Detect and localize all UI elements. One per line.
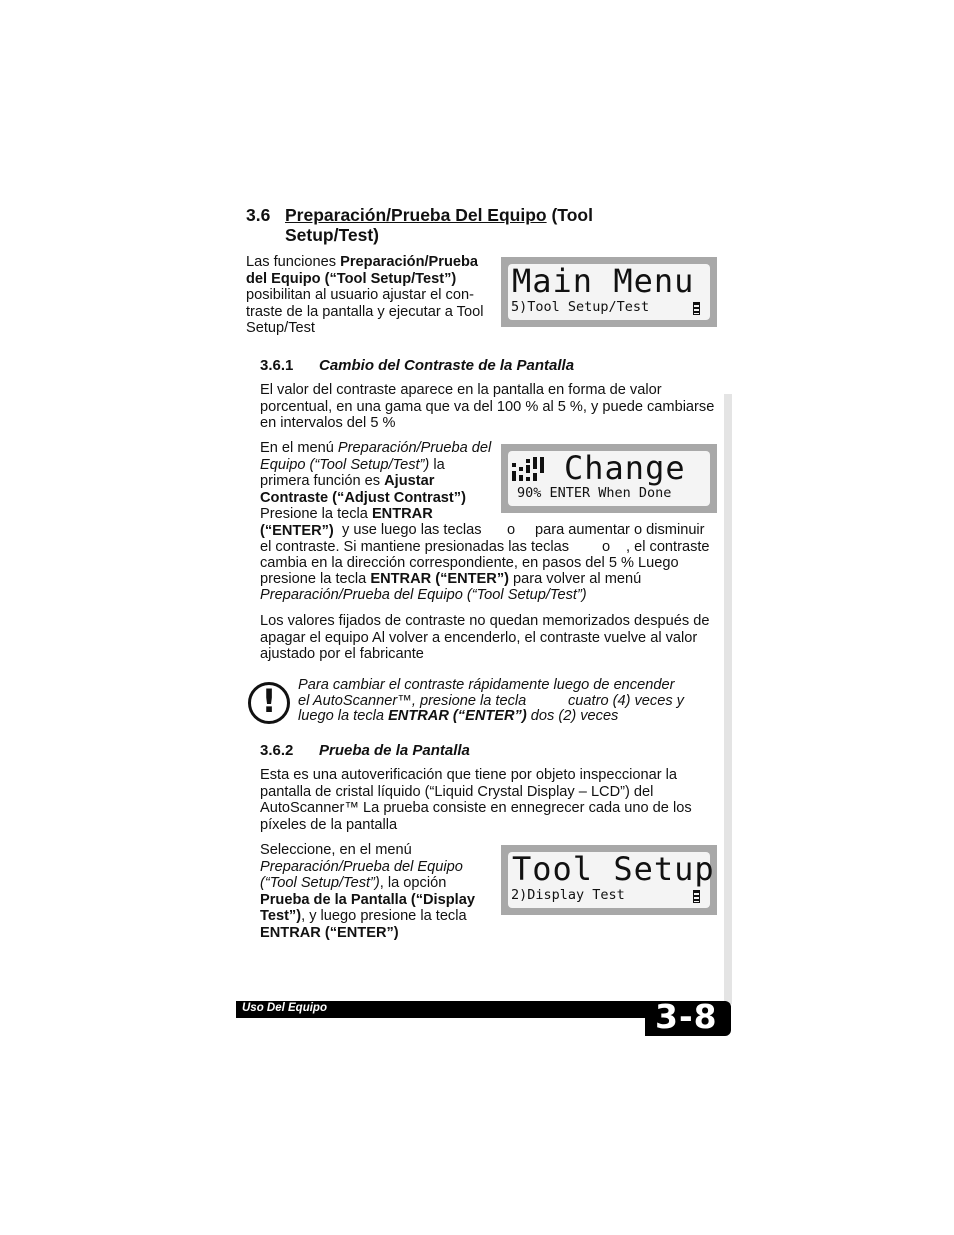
- p2-text-5: o: [507, 522, 516, 538]
- lcd-main-menu: [501, 257, 717, 327]
- paragraph-select-display-test: [260, 842, 492, 942]
- note-line-3: [298, 709, 718, 725]
- p2-line-menu: [260, 587, 587, 604]
- footer-label: Uso Del Equipo: [242, 1002, 327, 1014]
- subsection-number: 3.6.1: [260, 357, 294, 374]
- section-title-rest: (Tool: [546, 205, 593, 225]
- p2-text-8: o: [602, 539, 611, 555]
- p2-line-hold: [260, 539, 720, 556]
- lcd-main-menu-title: Main Menu: [512, 262, 695, 300]
- scroll-indicator-icon: [693, 302, 700, 315]
- intro-text-2: posibilitan al usuario ajustar el con-traste de la pantalla y ejecutar a Tool Setup/Test: [246, 287, 484, 337]
- p2-line-direction: cambia en la dirección correspondiente, en pasos del 5 % Luego: [260, 555, 679, 571]
- paragraph-display-test: Esta es una autoverificación que tiene por objeto inspeccionar la pantalla de cristal líquido (“Liquid Crystal Display – LCD”) del AutoScanner™ La prueba consiste en ennegrecer cada uno de los píxeles de la pantalla: [260, 767, 692, 833]
- note-line-2b: cuatro (4) veces y: [568, 692, 684, 709]
- paragraph-contrast-reset: Los valores fijados de contraste no quedan memorizados después de apagar el equipo Al volver a encenderlo, el contraste vuelve al valor ajustado por el fabricante: [260, 613, 710, 663]
- p2-bold-3: ENTRAR (“ENTER”): [370, 571, 509, 587]
- p2-line-keys: [342, 522, 705, 539]
- note-line-3b: ENTRAR (“ENTER”): [388, 708, 527, 725]
- p5-bold-1: Prueba de la Pantalla (“Display Test”): [260, 891, 475, 925]
- note-line-1: Para cambiar el contraste rápidamente luego de encender: [298, 677, 675, 693]
- lcd-change-line: 90% ENTER When Done: [517, 485, 672, 501]
- lcd-main-menu-line: 5)Tool Setup/Test: [511, 299, 650, 315]
- p5-text-3: , y luego presione la tecla: [301, 908, 467, 925]
- contrast-icon: [512, 457, 552, 483]
- p2-italic-2: Preparación/Prueba del Equipo (“Tool Setup/Test”): [260, 587, 587, 603]
- subsection-title: Cambio del Contraste de la Pantalla: [319, 357, 575, 374]
- section-title: [285, 205, 705, 245]
- note-line-2a: el AutoScanner™, presione la tecla: [298, 692, 527, 709]
- p2-text-4: y use luego las teclas: [342, 522, 482, 538]
- p5-text-1: Seleccione, en el menú: [260, 842, 412, 858]
- lcd-change-title: Change: [564, 449, 686, 487]
- note-line-3c: dos (2) veces: [526, 708, 619, 725]
- paragraph-contrast-range: El valor del contraste aparece en la pantalla en forma de valor porcentual, en una gama que va del 100 % al 5 %, y puede cambiarse en intervalos del 5 %: [260, 382, 715, 432]
- p2-text-11: presione la tecla: [260, 571, 371, 587]
- subsection-heading-362: [260, 742, 470, 759]
- p2-italic-1: Preparación/Prueba del Equipo (“Tool Setup/Test”): [260, 440, 492, 473]
- lcd-change-contrast: [501, 444, 717, 513]
- margin-bar: [724, 394, 732, 1004]
- warning-icon-mark: !: [261, 682, 277, 720]
- subsection-heading-361: [260, 357, 575, 374]
- intro-bold-1: Preparación/Prueba del Equipo (“Tool Setup/Test”): [246, 254, 479, 287]
- p2-text-2: la primera función es: [260, 456, 445, 490]
- note-line-2: [298, 694, 718, 710]
- subsection-title-2: Prueba de la Pantalla: [319, 742, 470, 759]
- page-number: 3-8: [655, 997, 718, 1036]
- p2-text-7: el contraste. Si mantiene presionadas las teclas: [260, 539, 570, 555]
- lcd-tool-setup: [501, 845, 717, 915]
- p2-text-3: Presione la tecla: [260, 506, 372, 523]
- p5-italic-1: Preparación/Prueba del Equipo (“Tool Setup/Test”): [260, 858, 463, 892]
- warning-note: [298, 678, 718, 725]
- subsection-number-2: 3.6.2: [260, 742, 294, 759]
- section-title-underlined: Preparación/Prueba Del Equipo: [285, 205, 547, 225]
- intro-paragraph: [246, 254, 498, 337]
- p5-bold-2: ENTRAR (“ENTER”): [260, 924, 399, 941]
- p2-text-12: para volver al menú: [508, 571, 642, 587]
- p2-bold-1: Ajustar Contraste (“Adjust Contrast”): [260, 473, 466, 506]
- intro-text-1: Las funciones: [246, 254, 341, 270]
- note-line-3a: luego la tecla: [298, 708, 389, 725]
- p2-text-1: En el menú: [260, 440, 338, 456]
- p5-text-2: , la opción: [379, 875, 447, 892]
- p2-text-6: para aumentar o disminuir: [535, 522, 705, 538]
- lcd-tool-setup-title: Tool Setup: [512, 850, 715, 888]
- section-title-line2: Setup/Test): [285, 225, 379, 245]
- p2-line-return: [260, 571, 641, 588]
- lcd-tool-setup-line: 2)Display Test: [511, 887, 625, 903]
- section-number: 3.6: [246, 205, 271, 225]
- p2-bold-2: ENTRAR (“ENTER”): [260, 506, 433, 539]
- page-number-box: [645, 997, 731, 1036]
- p2-text-9: , el contraste: [626, 539, 710, 555]
- warning-icon: [248, 682, 290, 724]
- scroll-indicator-icon: [693, 890, 700, 903]
